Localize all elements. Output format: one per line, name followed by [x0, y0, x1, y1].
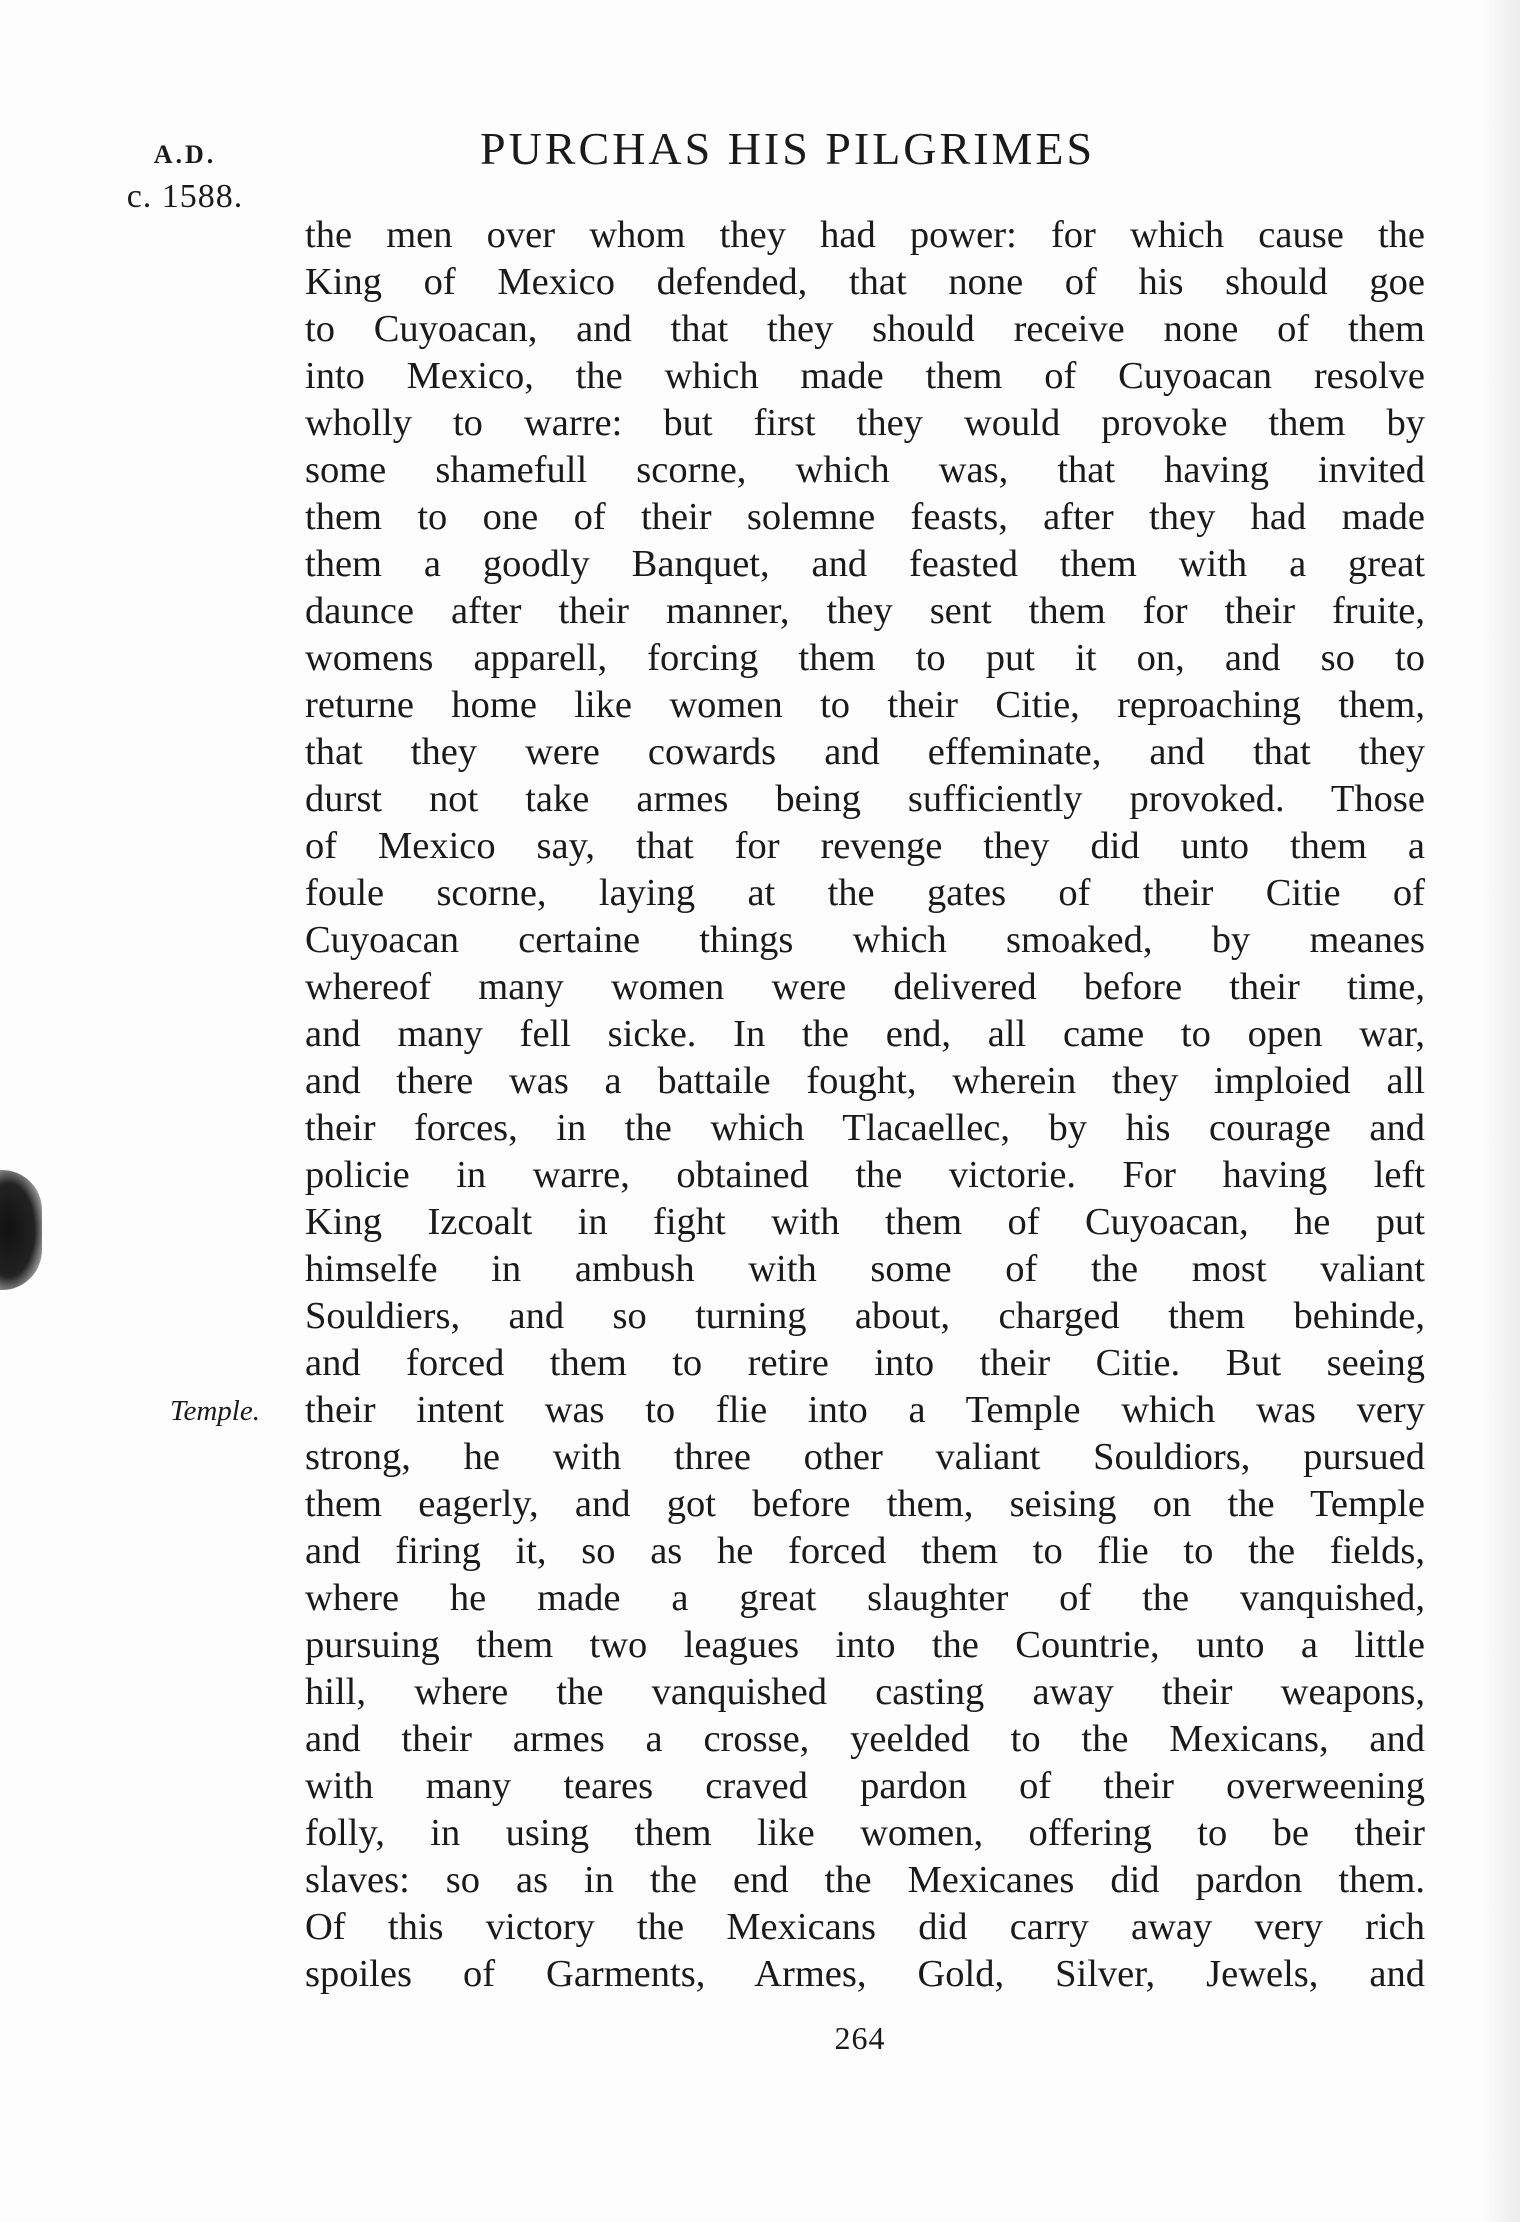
- sidenote-temple: Temple.: [170, 1395, 260, 1427]
- text-line: durst not take armes being sufficiently provoked. Those: [305, 778, 1425, 820]
- text-line: into Mexico, the which made them of Cuyoacan resolve: [305, 355, 1425, 397]
- text-line: folly, in using them like women, offering to be their: [305, 1812, 1425, 1854]
- text-line: of Mexico say, that for revenge they did unto them a: [305, 825, 1425, 867]
- text-line: to Cuyoacan, and that they should receive none of them: [305, 308, 1425, 350]
- text-line: their intent was to flie into a Temple which was very: [305, 1389, 1425, 1431]
- text-line: with many teares craved pardon of their overweening: [305, 1765, 1425, 1807]
- text-line: returne home like women to their Citie, reproaching them,: [305, 684, 1425, 726]
- text-line: strong, he with three other valiant Souldiors, pursued: [305, 1436, 1425, 1478]
- text-line: Souldiers, and so turning about, charged them behinde,: [305, 1295, 1425, 1337]
- text-line: and their armes a crosse, yeelded to the Mexicans, and: [305, 1718, 1425, 1760]
- text-line: and firing it, so as he forced them to flie to the fields,: [305, 1530, 1425, 1572]
- text-line: Cuyoacan certaine things which smoaked, by meanes: [305, 919, 1425, 961]
- text-line: slaves: so as in the end the Mexicanes did pardon them.: [305, 1859, 1425, 1901]
- text-line: and there was a battaile fought, wherein they imploied all: [305, 1060, 1425, 1102]
- text-line: Of this victory the Mexicans did carry away very rich: [305, 1906, 1425, 1948]
- text-line: and forced them to retire into their Citie. But seeing: [305, 1342, 1425, 1384]
- page-number: 264: [834, 2020, 886, 2056]
- text-line: them a goodly Banquet, and feasted them with a great: [305, 543, 1425, 585]
- text-line: hill, where the vanquished casting away their weapons,: [305, 1671, 1425, 1713]
- text-line: their forces, in the which Tlacaellec, by his courage and: [305, 1107, 1425, 1149]
- margin-ad: A.D.: [153, 140, 217, 169]
- running-title: PURCHAS HIS PILGRIMES: [480, 123, 1096, 174]
- text-line: pursuing them two leagues into the Countrie, unto a little: [305, 1624, 1425, 1666]
- text-line: some shamefull scorne, which was, that having invited: [305, 449, 1425, 491]
- page-edge-shadow: [1480, 0, 1520, 2222]
- margin-year: c. 1588.: [126, 178, 244, 215]
- text-line: King Izcoalt in fight with them of Cuyoacan, he put: [305, 1201, 1425, 1243]
- text-line: the men over whom they had power: for which cause the: [305, 214, 1425, 256]
- body-text: [305, 212, 1425, 1998]
- margin-date: [105, 140, 265, 216]
- text-line: King of Mexico defended, that none of his should goe: [305, 261, 1425, 303]
- text-line: himselfe in ambush with some of the most valiant: [305, 1248, 1425, 1290]
- text-line: foule scorne, laying at the gates of their Citie of: [305, 872, 1425, 914]
- text-line: that they were cowards and effeminate, and that they: [305, 731, 1425, 773]
- text-line: womens apparell, forcing them to put it on, and so to: [305, 637, 1425, 679]
- thumb-shadow: [0, 1170, 42, 1290]
- text-line: whereof many women were delivered before their time,: [305, 966, 1425, 1008]
- text-line: them eagerly, and got before them, seising on the Temple: [305, 1483, 1425, 1525]
- text-line: daunce after their manner, they sent them for their fruite,: [305, 590, 1425, 632]
- text-line: where he made a great slaughter of the vanquished,: [305, 1577, 1425, 1619]
- text-line: spoiles of Garments, Armes, Gold, Silver, Jewels, and: [305, 1953, 1425, 1995]
- text-line: and many fell sicke. In the end, all came to open war,: [305, 1013, 1425, 1055]
- text-line: policie in warre, obtained the victorie. For having left: [305, 1154, 1425, 1196]
- text-line: them to one of their solemne feasts, after they had made: [305, 496, 1425, 538]
- text-line: wholly to warre: but first they would provoke them by: [305, 402, 1425, 444]
